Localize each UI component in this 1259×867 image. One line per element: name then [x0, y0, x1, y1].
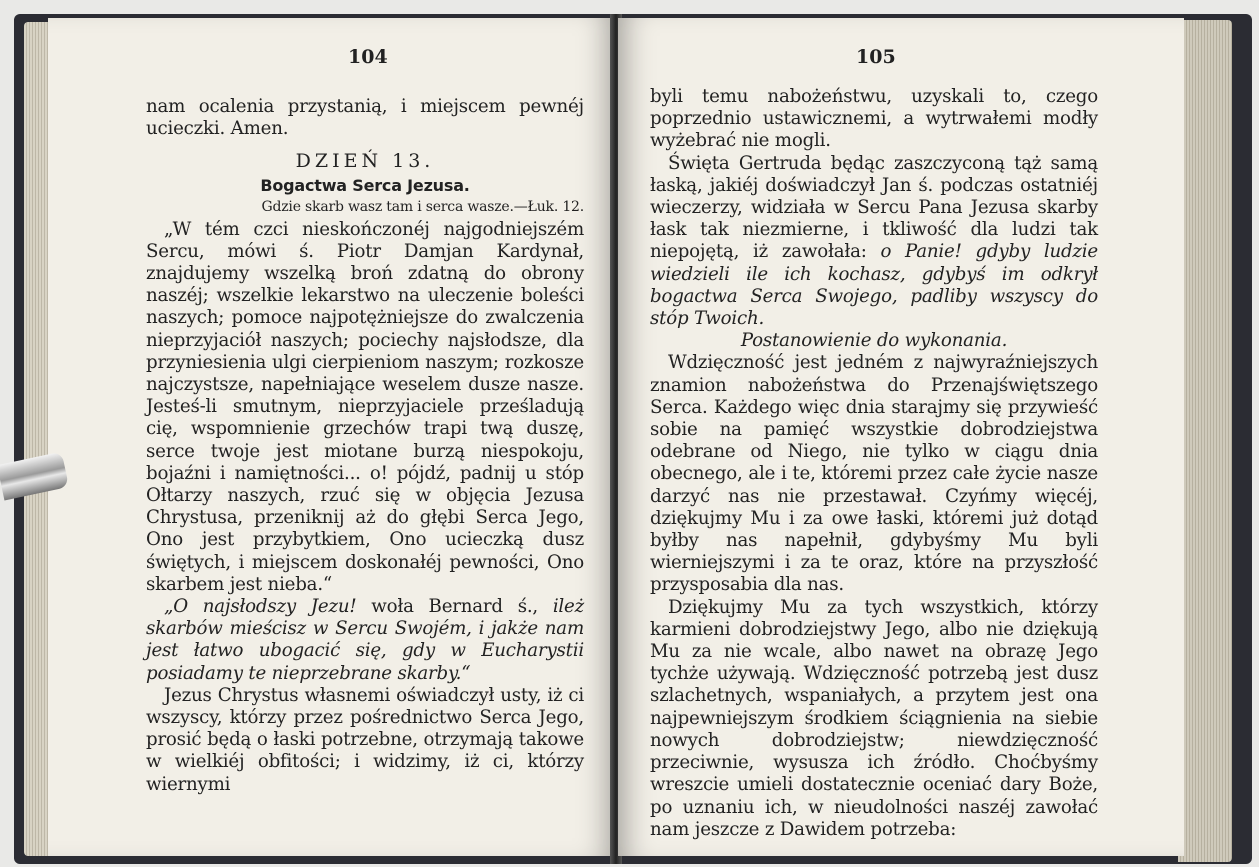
left-paragraph-3: Jezus Chrystus własnemi oświadczył usty, iż ci wszyscy, którzy przez pośrednictwo Serca Jego, prosić będą o łaski potrzebne, otrzymają takowe w wielkiéj obfitości; i widzimy, iż ci, którzy wiernymi: [146, 684, 584, 795]
left-paragraph-2: [146, 596, 584, 685]
right-paragraph-1: [650, 153, 1098, 331]
resolution-heading: [650, 330, 1098, 352]
right-intro: byli temu nabożeństwu, uzyskali to, czego poprzednio ustawicznemi, a wytrwałemi modły wyżebrać nie mogli.: [650, 86, 1098, 152]
left-intro: nam ocalenia przystanią, i miejscem pewnéj ucieczki. Amen.: [146, 96, 584, 140]
left-paragraph-1: „W tém czci nieskończonéj najgodniejszém Sercu, mówi ś. Piotr Damjan Kardynał, znajdujemy wszelką broń zdatną do obrony naszéj; wszelkie lekarstwo na uleczenie boleści naszych; pomoce najpotężniejsze do zwalczenia nieprzyjaciół naszych; pociechy najsłodsze, dla przyniesienia ulgi cierpieniom naszym; rozkosze najczystsze, napełniające weselem dusze nasze. Jesteś-li smutnym, nieprzyjaciele prześladują cię, wspomnienie grzechów trapi twą duszę, serce twoje jest miotane burzą niespokoju, bojaźni i namiętności... o! pójdź, padnij u stóp Ołtarzy naszych, rzuć się w objęcia Jezusa Chrystusa, przeniknij aż do głębi Serca Jego, Ono jest przybytkiem, Ono ucieczką dusz świętych, i miejscem doskonałéj pewności, Ono skarbem jest nieba.“: [146, 218, 584, 595]
gertruda-quote: o Panie! gdyby ludzie wiedzieli ile ich kochasz, gdybyś im odkrył bogactwa Serca Swojego, padliby wszyscy do stóp Twoich.: [650, 241, 1098, 330]
resolution-heading-text: Postanowienie do wykonania.: [740, 330, 1008, 352]
motto: Gdzie skarb wasz tam i serca wasze.—Łuk. 12.: [261, 198, 584, 215]
bernard-quote-opening: „O najsłodszy Jezu!: [164, 596, 357, 618]
left-page-text: [146, 96, 584, 796]
page-number-right: 105: [856, 46, 896, 68]
right-page-text: [650, 86, 1098, 841]
bernard-quote-body: ileż skarbów mieścisz w Sercu Swojém, i jakże nam jest łatwo ubogacić się, gdy w Eucharystii posiadamy te nieprzebrane skarby.“: [146, 596, 584, 684]
page-edges-right: [1178, 20, 1232, 862]
left-page: [48, 18, 614, 856]
right-paragraph-2: Wdzięczność jest jedném z najwyraźniejszych znamion nabożeństwa do Przenajświętszego Serca. Każdego więc dnia starajmy się przywieść sobie na pamięć wszystkie dobrodziejstwa odebrane od Niego, nie tylko w ciągu dnia obecnego, ale i te, któremi przez całe życie nasze darzyć nas nie przestawał. Czyńmy więcéj, dziękujmy Mu i za owe łaski, któremi już dotąd byłby nas napełnił, gdybyśmy Mu byli wierniejszymi i za te oraz, które na przyszłość przysposabia dla nas.: [650, 352, 1098, 596]
bernard-attribution: woła Bernard ś.,: [356, 596, 553, 618]
day-heading: DZIEŃ 13.: [295, 150, 435, 173]
day-title: Bogactwa Serca Jezusa.: [260, 175, 470, 195]
right-page: [618, 18, 1184, 856]
gertruda-text: Święta Gertruda będąc zaszczyconą tąż samą łaską, jakiéj doświadczył Jan ś. podczas ostatniéj wieczerzy, widziała w Sercu Pana Jezusa skarby łask tak niezmierne, i tkliwość dla ludzi tak niepojętą, iż zawołała:: [650, 152, 1098, 263]
page-number-left: 104: [348, 46, 388, 68]
right-paragraph-3: Dziękujmy Mu za tych wszystkich, którzy karmieni dobrodziejstwy Jego, albo nie dziękują Mu za nie wcale, albo nawet na obrazę Jego tychże używają. Wdzięczność potrzebą jest dusz szlachetnych, wspaniałych, a przytem jest ona najpewniejszym środkiem ściągnienia na siebie nowych dobrodziejstw; niewdzięczność przeciwnie, wysusza ich źródło. Choćbyśmy wreszcie umieli dostatecznie oceniać dary Boże, po uznaniu ich, w nieudolności naszéj zawołać nam jeszcze z Dawidem potrzeba:: [650, 596, 1098, 840]
